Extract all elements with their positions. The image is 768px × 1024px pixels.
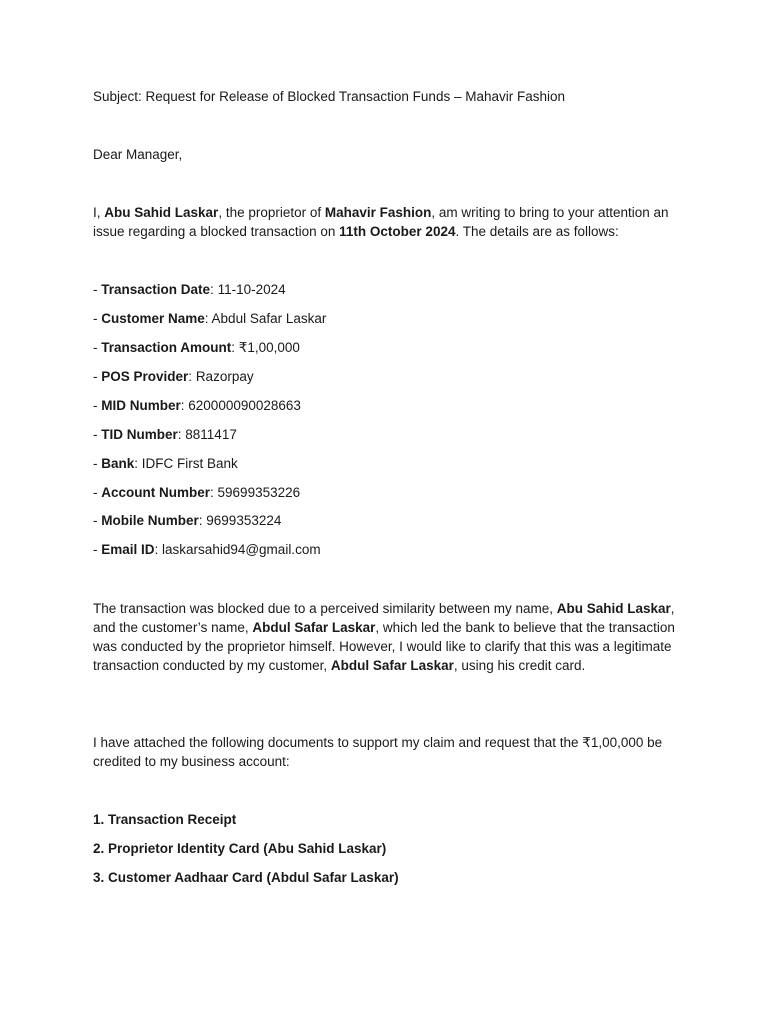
intro-text: . The details are as follows: <box>455 224 619 239</box>
detail-label: Mobile Number <box>101 513 199 528</box>
documents-paragraph: I have attached the following documents to support my claim and request that the ₹1,00,000 be credited to my business account: <box>93 735 663 769</box>
detail-item: - Transaction Amount: ₹1,00,000 <box>93 340 300 355</box>
business-name: Mahavir Fashion <box>324 205 432 220</box>
detail-item: - Email ID: laskarsahid94@gmail.com <box>93 542 321 557</box>
body-text: , which led the bank to believe that the transaction was conducted by the proprietor himself. However, I would like to clarify that this was a legitimate transaction conducted by my customer, <box>93 620 675 673</box>
detail-value: 11-10-2024 <box>217 282 286 297</box>
detail-label: MID Number <box>101 398 181 413</box>
detail-value: 620000090028663 <box>188 398 301 413</box>
subject-line: Subject: Request for Release of Blocked Transaction Funds – Mahavir Fashion <box>93 89 565 104</box>
detail-label: Transaction Amount <box>101 340 232 355</box>
transaction-date-text: 11th October 2024 <box>339 224 456 239</box>
document-item <box>93 868 399 887</box>
intro-text: , the proprietor of <box>218 205 325 220</box>
detail-value: 8811417 <box>185 427 237 442</box>
document-label: 3. Customer Aadhaar Card (Abdul Safar Laskar) <box>93 870 399 885</box>
detail-item: - Account Number: 59699353226 <box>93 485 301 500</box>
proprietor-name: Abu Sahid Laskar <box>556 601 671 616</box>
detail-value: Razorpay <box>195 369 254 384</box>
detail-item: - TID Number: 8811417 <box>93 427 237 442</box>
detail-item: - POS Provider: Razorpay <box>93 369 254 384</box>
detail-value: laskarsahid94@gmail.com <box>162 542 321 557</box>
detail-item: - Bank: IDFC First Bank <box>93 456 238 471</box>
customer-name: Abdul Safar Laskar <box>330 658 454 673</box>
detail-value: IDFC First Bank <box>141 456 238 471</box>
explanation-paragraph <box>93 599 683 675</box>
salutation: Dear Manager, <box>93 147 183 162</box>
detail-value: 59699353226 <box>217 485 301 500</box>
detail-label: Customer Name <box>101 311 205 326</box>
detail-label: POS Provider <box>101 369 189 384</box>
detail-value: 9699353224 <box>206 513 282 528</box>
detail-label: TID Number <box>101 427 178 442</box>
intro-text: I, <box>93 205 105 220</box>
detail-label: Email ID <box>101 542 155 557</box>
detail-item: - Customer Name: Abdul Safar Laskar <box>93 311 327 326</box>
body-text: , using his credit card. <box>453 658 586 673</box>
detail-value: Abdul Safar Laskar <box>211 311 327 326</box>
detail-value: ₹1,00,000 <box>238 340 300 355</box>
intro-paragraph <box>93 203 683 241</box>
document-item <box>93 839 386 858</box>
detail-item: - MID Number: 620000090028663 <box>93 398 301 413</box>
customer-name: Abdul Safar Laskar <box>252 620 376 635</box>
proprietor-name: Abu Sahid Laskar <box>104 205 219 220</box>
body-text: , and the customer’s name, <box>93 601 675 635</box>
detail-label: Transaction Date <box>101 282 211 297</box>
document-label: 1. Transaction Receipt <box>93 812 237 827</box>
detail-label: Bank <box>101 456 135 471</box>
document-label: 2. Proprietor Identity Card (Abu Sahid Laskar) <box>93 841 387 856</box>
detail-label: Account Number <box>101 485 211 500</box>
detail-item: - Mobile Number: 9699353224 <box>93 513 282 528</box>
intro-text: , am writing to bring to your attention an issue regarding a blocked transaction on <box>93 205 669 239</box>
document-item <box>93 810 236 829</box>
body-text: The transaction was blocked due to a perceived similarity between my name, <box>93 601 557 616</box>
detail-item: - Transaction Date: 11-10-2024 <box>93 282 286 297</box>
